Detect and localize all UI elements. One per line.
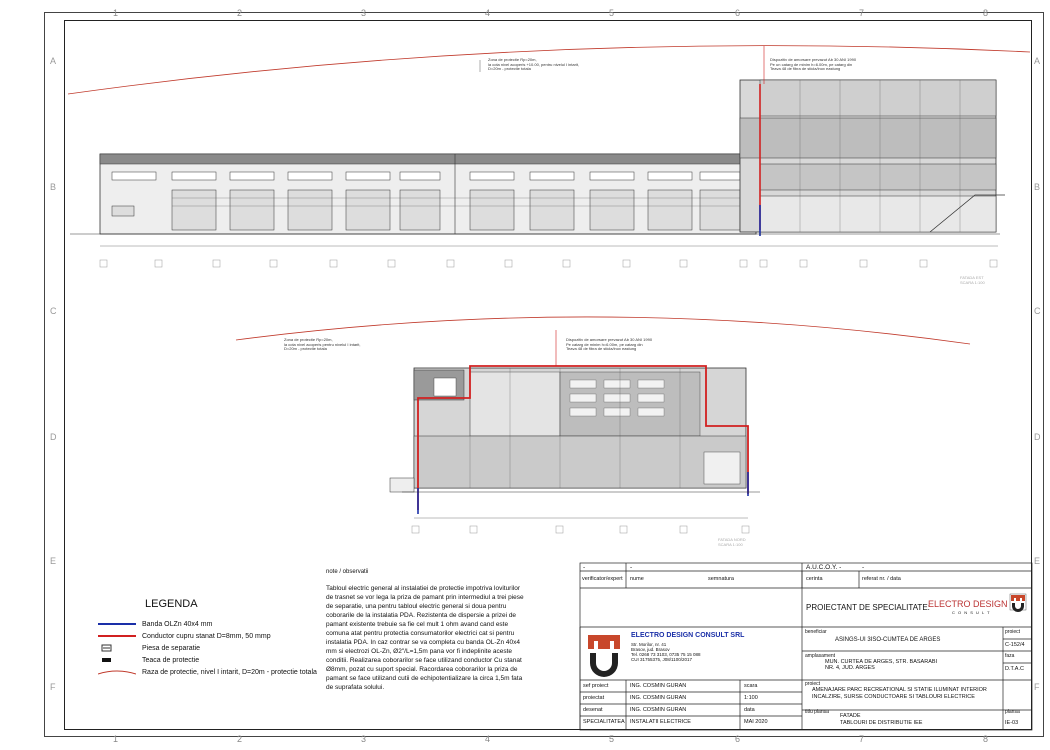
lower-callout-right: Dispozitiv de amorsare prevazut Ab 30 ANI 1990 Pe catarg de minim h=6.00m, pe catarg din Teava 48 de fibra de sticla/inox eastung [566,337,653,351]
ruler-row-c: C [50,306,57,316]
company-logo [586,633,622,677]
legend-label: Banda OLZn 40x4 mm [142,620,213,628]
legend-line-blue [98,620,136,628]
tb-beneficiar: ASINGS-UI 3ISO-CUMTEA DE ARGES [835,637,941,643]
ruler-col-3-bottom: 3 [361,734,367,744]
notes-text: Tabloul electric general al instalatiei de protectie impotriva loviturilor de trasnet se vor lega la priza de pamant prin intermediul a trei piese de separatie, una pentru tabloul electric general si doua pentru coborarile de la instalatia PDA. Rezistenta de dispersie a prizei de pamant existente trebuie sa fie cel mult 1 ohm avand cand este comuna atat pentru protectia consumatorilor electrici cat si pentru instalatia PDA. In caz contrar se va completa cu banda OL-Zn 40x4 mm si electrozi OL-Zn, Ø2"/L=1,5m pana vor fi indeplinite aceste conditii. Realizarea coborarilor se face utilizand conductor Cu stanat Ø8mm, pozat cu suport special. Racordarea coborarilor la priza de pamant se face utilizand cutii de echipotentializare la circa 1,5m fata de suprafata solului. [326,585,524,691]
tb-plansa-label: plansa [1005,709,1020,715]
ruler-col-4-bottom: 4 [485,734,491,744]
ruler-col-7-bottom: 7 [859,734,865,744]
legend-label: Piesa de separatie [142,644,200,652]
legend-thick-symbol [98,656,136,664]
ruler-row-e-right: E [1034,556,1041,566]
ruler-row-d: D [50,432,57,442]
legend-label: Teaca de protectie [142,656,200,664]
tb-data: MAI 2020 [744,719,768,725]
upper-view-label: FATADA EST SCARA 1:100 [960,275,985,285]
ruler-row-c-right: C [1034,306,1041,316]
ruler-col-1: 1 [113,8,119,18]
ruler-col-1-bottom: 1 [113,734,119,744]
tb-verificator-label: verificator/expert [582,576,623,582]
tb-proiectant-label: PROIECTANT DE SPECIALITATE: [806,603,930,612]
tb-proiect-nr: C-152/4 [1005,642,1025,648]
ruler-col-8-bottom: 8 [983,734,989,744]
tb-desenat: ING. COSMIN GURAN [630,707,687,713]
ruler-row-b-right: B [1034,182,1041,192]
tb-sef-proiect: ING. COSMIN GURAN [630,683,687,689]
tb-desenat-label: desenat [583,707,603,713]
legend-line-red [98,632,136,640]
tb-sef-proiect-label: sef proiect [583,683,609,689]
tb-proiect-label: proiect [805,681,821,687]
legend-label: Raza de protectie, nivel I intarit, D=20m - protectie totala [142,668,317,676]
ruler-col-2: 2 [237,8,243,18]
tb-beneficiar-label: beneficiar [805,629,827,635]
tb-company-details: Str. Morilor, nr. 41 Brasov, jud. Brasov Tel. 0268 73 3103, 0735 75 15 088 CUI 31755375, J08/1100/2017 [631,642,701,662]
ruler-col-5: 5 [609,8,615,18]
ruler-col-3: 3 [361,8,367,18]
tb-specialitatea: INSTALATII ELECTRICE [630,719,691,725]
tb-plansa: IE-03 [1005,720,1019,726]
tb-proiect-nr-label: proiect [1005,629,1021,635]
tb-titlu: FATADE TABLOURI DE DISTRIBUTIE IEE [840,713,923,726]
tb-nume-label: nume [630,576,644,582]
upper-callout-left: Zona de protectie Rp=20m, la cota nivel acoperis +10.00, pentru nivelul I intarit, D=20m - protectie totala [488,57,580,71]
ruler-row-b: B [50,182,57,192]
tb-cerinta-label: cerinta [806,576,823,582]
upper-callout-right: Dispozitiv de amorsare prevazut Ab 30 ANI 1990 Pe un catarg de minim h=6.00m, pe catarg din Teava 48 de fibra de sticla/inox eastung [770,57,857,71]
legend-item [98,668,317,676]
legend-label: Conductor cupru stanat D=8mm, 50 mmp [142,632,271,640]
ruler-row-f-right: F [1034,682,1040,692]
ruler-row-f: F [50,682,56,692]
ruler-col-2-bottom: 2 [237,734,243,744]
legend-title: LEGENDA [145,598,198,610]
tb-proiectat: ING. COSMIN GURAN [630,695,687,701]
upper-facade [68,46,1030,267]
tb-scara: 1:100 [744,695,758,701]
tb-company-name: ELECTRO DESIGN CONSULT SRL [631,632,745,639]
tb-header-dash2: - [630,564,633,571]
legend-box-symbol [98,644,136,652]
tb-amplasament: MUN. CURTEA DE ARGES, STR. BASARABI NR. 4, JUD. ARGES [825,659,938,671]
tb-scara-label: scara [744,683,758,689]
legend-item [98,632,271,640]
legend-item [98,644,200,652]
tb-header-dash1: - [583,564,586,571]
tb-header-auth: A.U.C.O.Y. - [806,564,842,571]
brand-logo-mark [1010,594,1026,612]
ruler-row-e: E [50,556,57,566]
tb-brand-sub: C O N S U L T [952,610,991,615]
ruler-col-7: 7 [859,8,865,18]
tb-proiectat-label: proiectat [583,695,605,701]
tb-brand-name: ELECTRO DESIGN [928,599,1008,609]
legend-item [98,620,212,628]
ruler-col-4: 4 [485,8,491,18]
tb-faza-label: faza [1005,653,1015,659]
tb-specialitatea-label: SPECIALITATEA [583,719,625,725]
legend-item [98,656,199,664]
tb-header-dash3: - [862,564,865,571]
ruler-col-5-bottom: 5 [609,734,615,744]
tb-proiect: AMENAJARE PARC RECREATIONAL SI STATIE ILUMINAT INTERIOR INCALZIRE, SURSE CONDUCTOARE SI TABLOURI ELECTRICE [812,687,987,700]
tb-semnatura-label: semnatura [708,576,734,582]
ruler-row-a: A [50,56,57,66]
notes-title: note / observatii [326,569,369,575]
legend-curve-symbol [98,668,136,676]
ruler-col-6: 6 [735,8,741,18]
tb-referat-label: referat nr. / data [862,576,901,582]
tb-titlu-label: titlu plansa [805,709,829,715]
lower-view-label: FATADA NORD SCARA 1:100 [718,537,746,547]
tb-amplasament-label: amplasament [805,653,836,659]
ruler-row-a-right: A [1034,56,1041,66]
lower-callout-left: Zona de protectie Rp=20m, la cota nivel acoperis pentru nivelul I intarit, D=20m - protectie totala [284,337,361,351]
tb-faza: D.T.A.C [1005,666,1024,672]
ruler-col-8: 8 [983,8,989,18]
tb-data-label: data [744,707,755,713]
ruler-row-d-right: D [1034,432,1041,442]
ruler-col-6-bottom: 6 [735,734,741,744]
